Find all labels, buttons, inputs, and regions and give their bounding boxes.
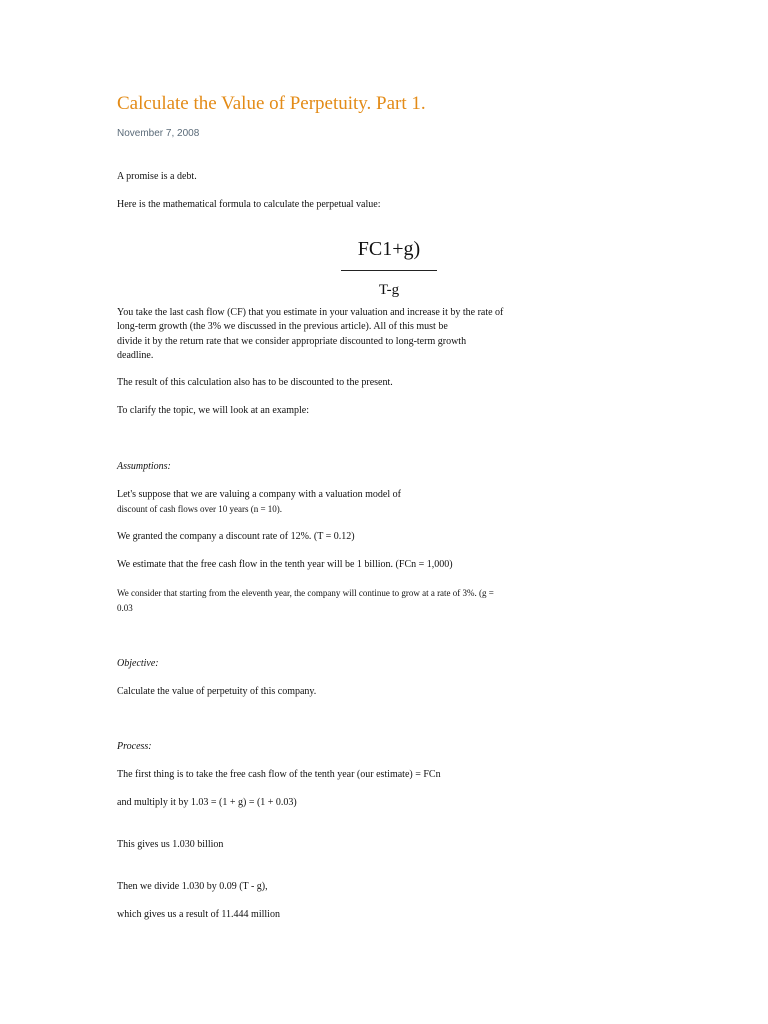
paragraph-explanation-line: long-term growth (the 3% we discussed in the previous article). All of this must be bbox=[117, 321, 448, 333]
formula-denominator: T-g bbox=[378, 282, 400, 298]
process-step-3: This gives us 1.030 billion bbox=[117, 839, 224, 850]
process-step-1: The first thing is to take the free cash flow of the tenth year (our estimate) = FCn bbox=[117, 769, 441, 780]
objective-heading: Objective: bbox=[117, 658, 159, 669]
assumptions-heading: Assumptions: bbox=[117, 461, 171, 472]
paragraph-explanation bbox=[117, 306, 503, 363]
paragraph-discount-present: The result of this calculation also has to be discounted to the present. bbox=[117, 377, 393, 388]
paragraph-formula-intro: Here is the mathematical formula to calculate the perpetual value: bbox=[117, 199, 381, 210]
paragraph-explanation-line: You take the last cash flow (CF) that you estimate in your valuation and increase it by the rate of bbox=[117, 307, 504, 318]
objective-text: Calculate the value of perpetuity of this company. bbox=[117, 686, 317, 697]
post-date: November 7, 2008 bbox=[117, 128, 200, 139]
assumption-growth-rate-cont: 0.03 bbox=[117, 603, 133, 613]
paragraph-explanation-line: divide it by the return rate that we consider appropriate discounted to long-term growth bbox=[117, 335, 467, 347]
post-title: Calculate the Value of Perpetuity. Part 1. bbox=[117, 93, 426, 114]
process-heading: Process: bbox=[117, 741, 152, 752]
assumption-free-cash-flow: We estimate that the free cash flow in the tenth year will be 1 billion. (FCn = 1,000) bbox=[117, 559, 453, 570]
formula-numerator: FC1+g) bbox=[357, 238, 421, 260]
process-step-5: which gives us a result of 11.444 million bbox=[117, 909, 280, 920]
paragraph-example-intro: To clarify the topic, we will look at an example: bbox=[117, 405, 310, 416]
perpetuity-formula bbox=[341, 236, 437, 300]
process-step-2: and multiply it by 1.03 = (1 + g) = (1 + 0.03) bbox=[117, 797, 297, 808]
process-step-4: Then we divide 1.030 by 0.09 (T - g), bbox=[117, 881, 268, 892]
assumption-discount-rate: We granted the company a discount rate of 12%. (T = 0.12) bbox=[117, 531, 355, 542]
assumption-valuation-model-cont: discount of cash flows over 10 years (n = 10). bbox=[117, 504, 283, 514]
paragraph-debt: A promise is a debt. bbox=[117, 171, 197, 182]
paragraph-explanation-line: deadline. bbox=[117, 349, 154, 361]
formula-fraction-bar bbox=[341, 270, 437, 271]
assumption-growth-rate: We consider that starting from the eleventh year, the company will continue to grow at a rate of 3%. (g = bbox=[117, 588, 494, 598]
assumption-valuation-model: Let's suppose that we are valuing a company with a valuation model of bbox=[117, 489, 401, 500]
